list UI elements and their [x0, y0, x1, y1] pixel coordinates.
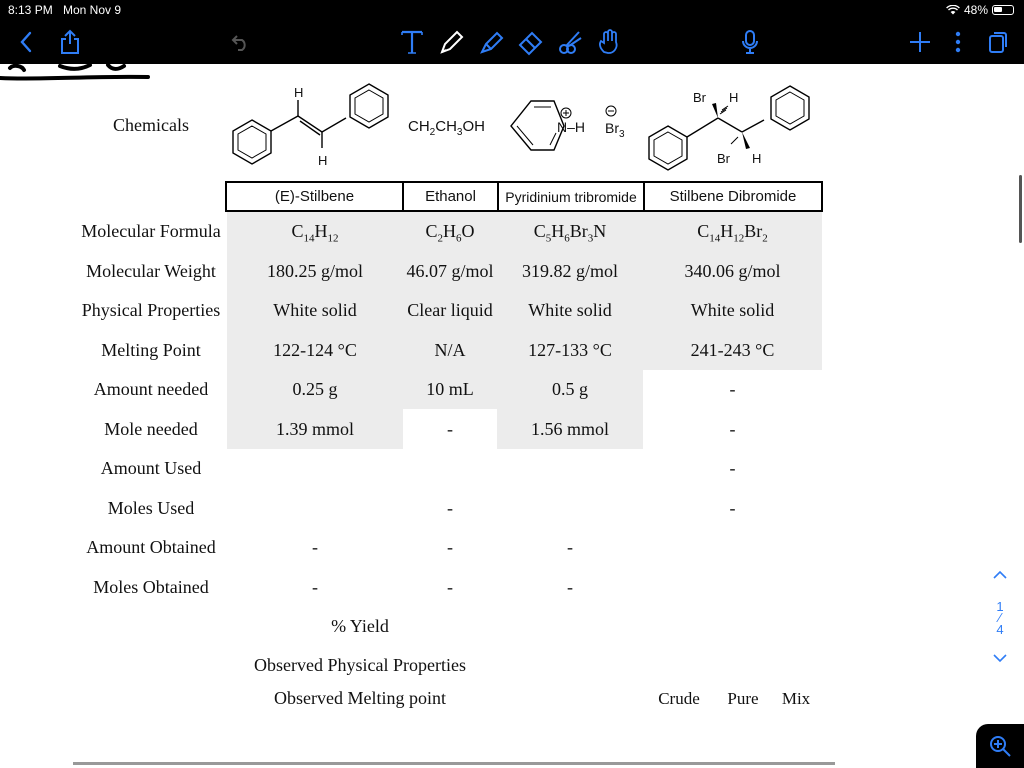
add-icon[interactable]: [908, 28, 932, 56]
battery-percent: 48%: [963, 3, 988, 17]
moles-obtained-pyridinium: -: [567, 577, 573, 597]
back-icon[interactable]: [16, 28, 36, 56]
zoom-in-icon: [988, 734, 1012, 758]
highlighter-icon[interactable]: [477, 28, 507, 56]
page-current: 1: [996, 599, 1004, 614]
col-header-dibromide: Stilbene Dibromide: [643, 181, 823, 212]
wifi-icon: [946, 5, 960, 15]
scissors-icon[interactable]: [556, 28, 586, 56]
props-dibromide: White solid: [690, 300, 775, 320]
mp-option-mix: Mix: [781, 689, 811, 708]
mw-pyridinium: 319.82 g/mol: [521, 261, 618, 281]
amount-used-dibromide: -: [729, 458, 736, 478]
status-time: 8:13 PM: [8, 3, 53, 17]
formula-stilbene: $C_{14}H_{12}$: [291, 221, 339, 245]
mw-dibromide: 340.06 g/mol: [684, 261, 781, 281]
formula-pyridinium: $C_5H_6Br_3N$: [533, 221, 607, 245]
page-up-icon[interactable]: [993, 570, 1007, 580]
moles-used-ethanol: -: [447, 498, 453, 518]
ethanol-formula: $CH_2CH_3OH$: [408, 118, 485, 138]
amount-needed-pyridinium: 0.5 g: [552, 379, 588, 399]
pen-icon[interactable]: [437, 28, 467, 56]
pages-icon[interactable]: [986, 28, 1010, 56]
dibromide-br-top: Br: [693, 90, 706, 105]
mole-needed-dibromide: -: [729, 419, 736, 439]
mp-option-crude: Crude: [658, 689, 700, 708]
top-toolbar: [0, 0, 1024, 64]
scrollbar-thumb[interactable]: [1019, 175, 1022, 243]
microphone-icon[interactable]: [738, 28, 762, 56]
row-label-amount-used: Amount Used: [100, 458, 202, 478]
pyridinium-nh: N–H: [557, 119, 586, 135]
row-label-melting-point: Melting Point: [101, 340, 201, 360]
mole-needed-ethanol: -: [447, 419, 453, 439]
amount-needed-dibromide: -: [729, 379, 736, 399]
amount-obtained-stilbene: -: [312, 537, 318, 557]
stilbene-h-bottom: H: [318, 153, 328, 168]
row-label-mole-needed: Mole needed: [104, 419, 198, 439]
page-bottom-edge: [73, 762, 835, 765]
shade-pyridinium: [497, 212, 643, 449]
amount-obtained-ethanol: -: [447, 537, 453, 557]
moles-obtained-stilbene: -: [312, 577, 318, 597]
status-bar: [0, 0, 1024, 20]
row-label-molecular-weight: Molecular Weight: [86, 261, 216, 281]
amount-needed-ethanol: 10 mL: [426, 379, 474, 399]
mp-dibromide: 241-243 °C: [690, 340, 775, 360]
stilbene-h-top: H: [294, 85, 304, 100]
mole-needed-pyridinium: 1.56 mmol: [530, 419, 609, 439]
eraser-icon[interactable]: [516, 28, 546, 56]
mp-ethanol: N/A: [434, 340, 466, 360]
props-ethanol: Clear liquid: [407, 300, 493, 320]
mole-needed-stilbene: 1.39 mmol: [275, 419, 354, 439]
amount-needed-stilbene: 0.25 g: [292, 379, 338, 399]
row-label-physical-properties: Physical Properties: [81, 300, 221, 320]
formula-ethanol: $C_2H_6O$: [425, 221, 475, 245]
row-label-moles-used: Moles Used: [107, 498, 195, 518]
chemicals-label: Chemicals: [113, 115, 189, 135]
share-icon[interactable]: [58, 28, 82, 56]
yield-label: % Yield: [331, 616, 389, 636]
col-header-stilbene: (E)-Stilbene: [225, 181, 404, 212]
mp-option-pure: Pure: [727, 689, 759, 708]
handwriting-stroke: [0, 64, 160, 94]
mw-stilbene: 180.25 g/mol: [266, 261, 363, 281]
col-header-pyridinium: Pyridinium tribromide: [497, 181, 645, 212]
col-header-ethanol: Ethanol: [402, 181, 499, 212]
dibromide-br-bottom: Br: [717, 151, 730, 166]
dibromide-h-top: H: [729, 90, 739, 105]
page-separator: ⁄: [998, 610, 1002, 625]
stilbene-structure: [224, 82, 400, 178]
props-pyridinium: White solid: [528, 300, 612, 320]
page-total: 4: [996, 622, 1004, 637]
row-label-amount-needed: Amount needed: [93, 379, 209, 399]
status-date: Mon Nov 9: [63, 3, 122, 17]
pyridinium-br3: $Br_3$: [605, 120, 625, 140]
observed-mp-label: Observed Melting point: [274, 688, 446, 708]
amount-obtained-pyridinium: -: [567, 537, 573, 557]
battery-icon: [992, 5, 1014, 15]
battery-indicator: [946, 3, 1014, 17]
page-down-icon[interactable]: [993, 653, 1007, 663]
shade-stilbene: [227, 212, 403, 449]
more-icon[interactable]: [950, 28, 966, 56]
observed-properties-label: Observed Physical Properties: [254, 655, 466, 675]
zoom-button[interactable]: [976, 724, 1024, 768]
mw-ethanol: 46.07 g/mol: [406, 261, 494, 281]
mp-pyridinium: 127-133 °C: [528, 340, 612, 360]
formula-dibromide: $C_{14}H_{12}Br_2$: [697, 221, 768, 245]
row-label-molecular-formula: Molecular Formula: [81, 221, 221, 241]
text-tool-icon[interactable]: [399, 28, 425, 56]
props-stilbene: White solid: [273, 300, 357, 320]
hand-icon[interactable]: [595, 28, 625, 56]
negative-charge-icon: [605, 105, 617, 117]
row-label-moles-obtained: Moles Obtained: [93, 577, 209, 597]
dibromide-h-bottom: H: [752, 151, 762, 166]
undo-icon[interactable]: [230, 28, 252, 56]
row-label-amount-obtained: Amount Obtained: [86, 537, 216, 557]
moles-used-dibromide: -: [729, 498, 736, 518]
moles-obtained-ethanol: -: [447, 577, 453, 597]
mp-stilbene: 122-124 °C: [273, 340, 357, 360]
page-navigator: [986, 568, 1014, 666]
